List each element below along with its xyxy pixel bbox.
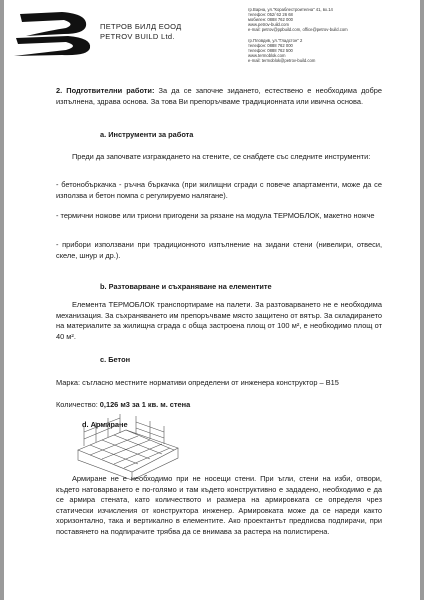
list-item: - термични ножове или триони пригодени за рязане на модула ТЕРМОБЛОК, макетно ножче [56,211,375,220]
reinforced-block-corner-illustration [74,412,184,482]
contact-line: телефон: 052/ 62 26 68 [248,12,293,17]
section-d-paragraph: Армиране не е необходимо при не носещи стени. При ъгли, стени на изби, отвори, където натоварването е по-голямо и там където конструктивно е зададено, необходимо е да се армира стената, като количеството и размера на армировката се определя чрез статически изчисления от конструктора инженер. Армировката може да се нареди както хоризонтално, така и вертикално в елементите. Ако проектантът предписва подпирачи, при поставянето на подпирачите трябва да се внимава за растера на полистирена. [56,474,382,536]
contact-line: гр.Пловдив, ул."Гладстон" 2 [248,38,303,43]
company-logo [12,8,202,58]
contact-line: телефон: 0888 762 000 [248,43,293,48]
contact-line: гр.Варна, ул."Кораблестроителна" 41, вх.14 [248,7,333,12]
section-d-heading: d. Армиране [82,420,128,429]
section-b-heading: b. Разтоварване и съхраняване на елементите [100,282,272,291]
contact-line: www.petrov-build.com [248,22,289,27]
contact-line: телефон: 0888 762 500 [248,48,293,53]
contact-block-1 [248,7,418,32]
concrete-brand-line: Марка: съгласно местните нормативи определени от инженера конструктор – В15 [56,378,339,387]
section-c-heading: c. Бетон [100,355,131,364]
quantity-label: Количество: [56,400,100,409]
section-2-paragraph [56,86,382,107]
contact-line: www.termoblok.com [248,53,286,58]
contact-line: e-mail: petrov@ppbuild.com, office@petrov-build.com [248,27,348,32]
quantity-value: 0,126 м3 за 1 кв. м. стена [99,400,191,409]
page-edge-left [0,0,4,600]
contact-block-2 [248,38,418,63]
section-a-intro: Преди да започвате изграждането на стените, се снабдете със следните инструменти: [72,152,371,161]
contact-line: e-mail: termoblok@petrov-build.com [248,58,316,63]
logo-mark-icon [12,8,96,58]
contact-line: мобилен: 0888 762 000 [248,17,293,22]
list-item: - бетонобъркачка - ръчна бъркачка (при жилищни сгради с повече апартаменти, може да се използва и бетон помпа с регулируемо налягане). [56,180,382,200]
section-2-text: За да се започне зидането, естествено е необходима добре изпълнена, здрава основа. За това Ви препоръчваме традиционната или ивична основа. [56,86,382,106]
section-2-title: 2. Подготвителни работи: [56,86,155,95]
list-item: - прибори използвани при традиционното изпълнение на зидани стени (нивелири, отвеси, скеле, шнур и др.). [56,240,382,260]
company-name-bg: ПЕТРОВ БИЛД ЕООД [100,22,182,31]
section-a-heading: a. Инструменти за работа [100,130,194,139]
concrete-quantity-line [56,400,190,409]
section-b-paragraph: Елемента ТЕРМОБЛОК транспортираме на палети. За разтоварването не е необходима механизация. За съхраняването им препоръчваме място защитено от вятър. За складирането на материалите за жилищна сграда с обща застроена площ от 100 м², е необходимо площ от 40 м². [56,300,382,341]
company-name-en: PETROV BUILD Ltd. [100,32,175,41]
page-edge-right [420,0,424,600]
